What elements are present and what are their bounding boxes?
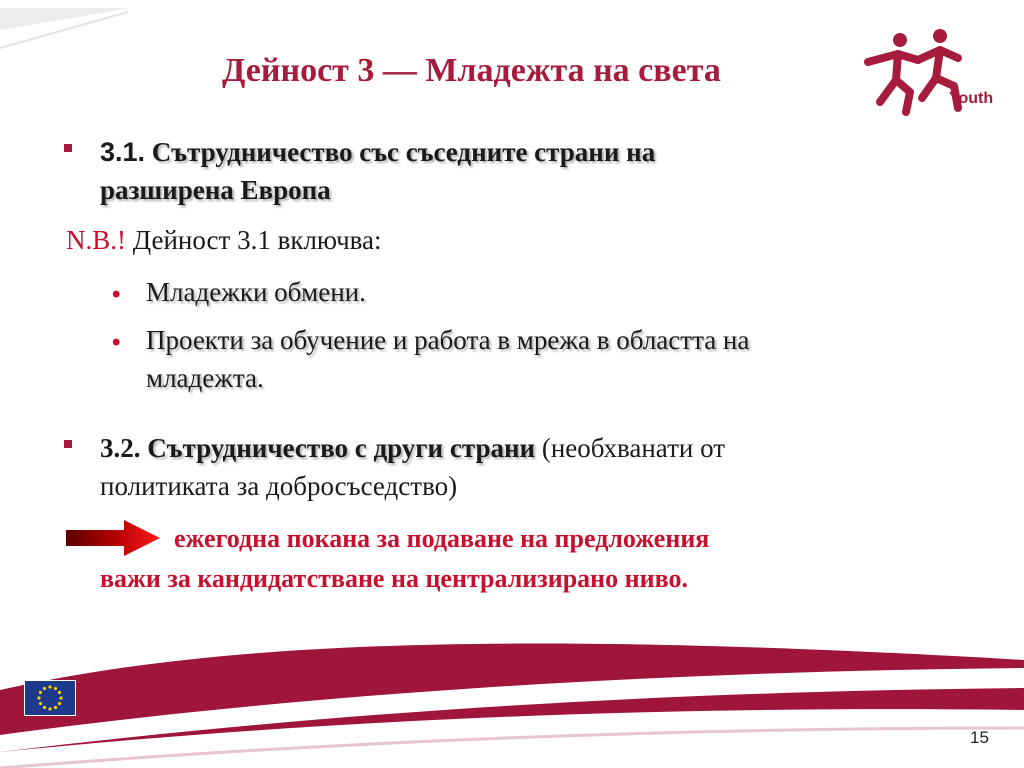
nb-line [66, 222, 382, 259]
nb-text: Дейност 3.1 включва: [132, 225, 382, 255]
item-3-2-line1 [100, 430, 725, 467]
sub-bullet-1: Младежки обмени. [146, 277, 366, 307]
eu-flag-icon [24, 680, 76, 716]
logo-text: Youth [949, 90, 994, 107]
page-number: 15 [970, 728, 989, 747]
item-3-2-note-line2: политиката за добросъседство) [100, 471, 458, 501]
square-bullet-icon [64, 144, 72, 152]
item-3-2-note-line1: (необхванати от [541, 433, 726, 463]
item-3-2-heading: Сътрудничество с други страни [147, 433, 536, 463]
right-arrow-icon [66, 520, 160, 556]
highlight-line1: ежегодна покана за подаване на предложения [174, 524, 710, 553]
item-3-2-number: 3.2. [100, 433, 141, 463]
item-3-1-number: 3.1. [100, 137, 146, 167]
dot-bullet-icon: • [112, 329, 121, 356]
sub-bullet-2-line2: младежта. [146, 363, 264, 393]
nb-label: N.B.! [66, 225, 126, 255]
dot-bullet-icon: • [112, 281, 121, 308]
highlight-line2: важи за кандидатстване на централизирано ниво. [100, 564, 688, 593]
item-3-1-heading-line1: Сътрудничество със съседните страни на [151, 137, 656, 167]
slide-title: Дейност 3 — Младежта на света [222, 52, 721, 89]
sub-bullet-2-line1: Проекти за обучение и работа в мрежа в областта на [146, 325, 750, 355]
item-3-1-line1 [100, 134, 655, 171]
item-3-1-heading-line2: разширена Европа [100, 175, 331, 205]
square-bullet-icon [64, 440, 72, 448]
